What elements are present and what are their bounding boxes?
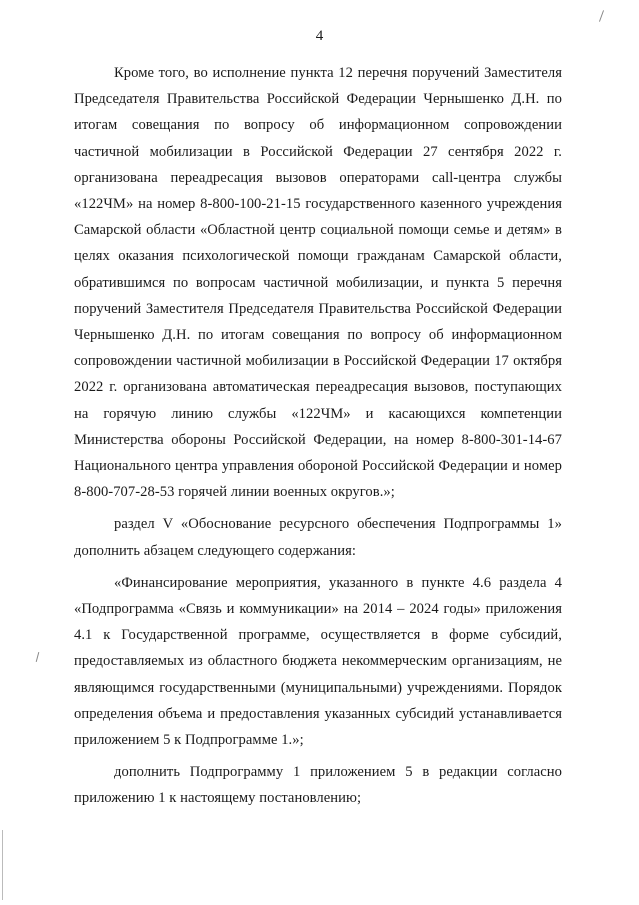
paragraph-financing: «Финансирование мероприятия, указанного в пункте 4.6 раздела 4 «Подпрограмма «Связь и коммуникации» на 2014 – 2024 годы» приложения 4.1 к Государственной программе, осуществляется в форме субсидий, предоставляемых из областного бюджета некоммерческим организациям, не являющимся государственными (муниципальными) учреждениями. Порядок определения объема и предоставления указанных субсидий устанавливается приложением 5 к Подпрограмме 1.»; xyxy=(74,574,562,749)
paragraph-appendix-5: дополнить Подпрограмму 1 приложением 5 в редакции согласно приложению 1 к настоящему постановлению; xyxy=(74,764,562,807)
document-body xyxy=(74,60,562,812)
scan-mark-top-right xyxy=(599,10,604,22)
page-number: 4 xyxy=(315,28,324,44)
scan-edge-left-bottom xyxy=(2,830,3,900)
scan-mark-left-middle xyxy=(36,652,40,662)
paragraph-section-v: раздел V «Обоснование ресурсного обеспечения Подпрограммы 1» дополнить абзацем следующего содержания: xyxy=(74,516,562,559)
paragraph-call-center-redirect: Кроме того, во исполнение пункта 12 перечня поручений Заместителя Председателя Правительства Российской Федерации Чернышенко Д.Н. по итогам совещания по вопросу об информационном сопровождении частичной мобилизации в Российской Федерации 27 сентября 2022 г. организована переадресация вызовов операторами call-центра службы «122ЧМ» на номер 8-800-100-21-15 государственного казенного учреждения Самарской области «Областной центр социальной помощи семье и детям» в целях оказания психологической помощи гражданам Самарской области, обратившимся по вопросам частичной мобилизации, и пункта 5 перечня поручений Заместителя Председателя Правительства Российской Федерации Чернышенко Д.Н. по итогам совещания по вопросу об информационном сопровождении частичной мобилизации в Российской Федерации 17 октября 2022 г. организована автоматическая переадресация вызовов, поступающих на горячую линию службы «122ЧМ» и касающихся компетенции Министерства обороны Российской Федерации, на номер 8-800-301-14-67 Национального центра управления обороной Российской Федерации и номер 8-800-707-28-53 горячей линии военных округов.»; xyxy=(74,65,562,501)
